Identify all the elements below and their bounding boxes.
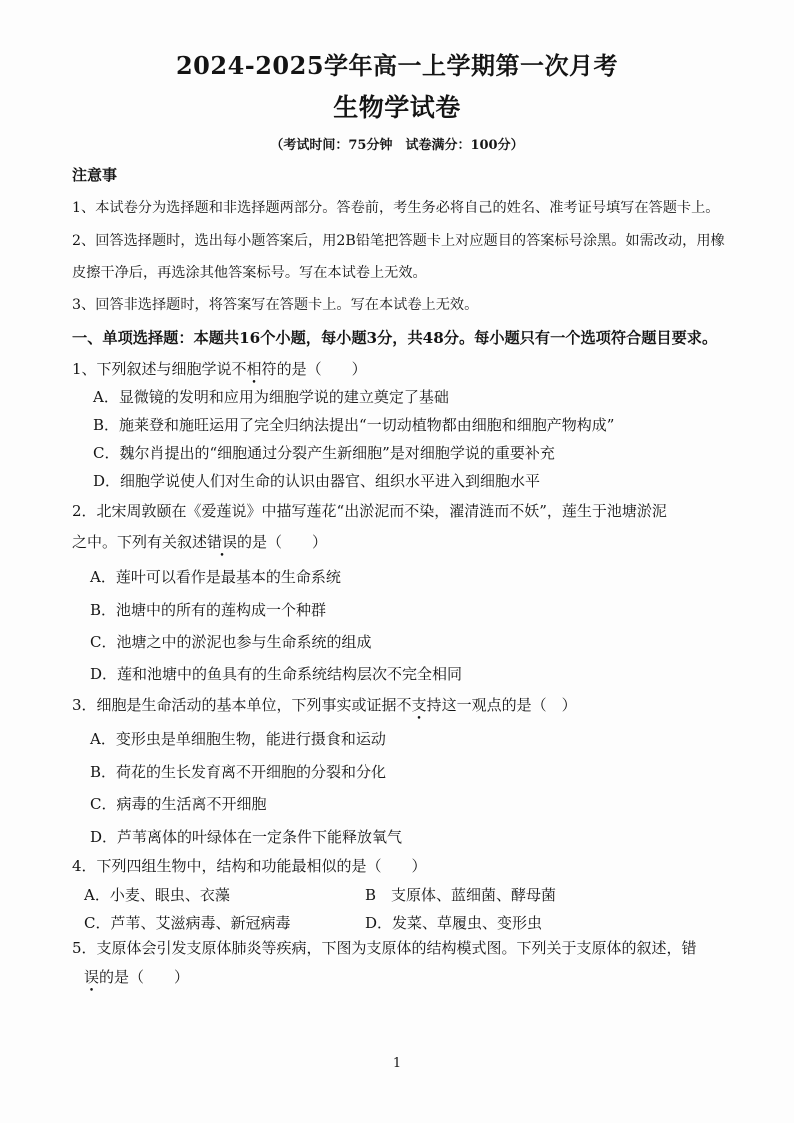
question-3-stem: [72, 694, 577, 715]
notice-heading: 注意事: [72, 166, 118, 184]
question-1-option-d: D．细胞学说使人们对生命的认识由器官、组织水平进入到细胞水平: [93, 472, 541, 490]
question-1-option-b: B．施莱登和施旺运用了完全归纳法提出“一切动植物都由细胞和细胞产物构成”: [93, 416, 615, 434]
question-2-stem-start: 之中。下列有关叙述: [72, 533, 208, 551]
question-5-stem-line-1: 5．支原体会引发支原体肺炎等疾病，下图为支原体的结构模式图。下列关于支原体的叙述，错: [72, 939, 697, 957]
question-4-option-a: A．小麦、眼虫、衣藻: [84, 886, 230, 904]
notice-item-2-line-2: 皮擦干净后，再选涂其他答案标号。写在本试卷上无效。: [72, 265, 427, 281]
question-3-stem-start: 3．细胞是生命活动的基本单位，下列事实或证据: [72, 696, 397, 714]
notice-item-2-line-1: 2、回答选择题时，选出每小题答案后，用2B铅笔把答题卡上对应题目的答案标号涂黑。如需改动，用橡: [72, 233, 725, 249]
question-2-stem-line-2: [72, 531, 327, 552]
question-5-emphasis: 误: [84, 968, 100, 986]
question-4-stem: 4．下列四组生物中，结构和功能最相似的是（ ）: [72, 857, 427, 875]
question-2-stem-line-1: 2．北宋周敦颐在《爱莲说》中描写莲花“出淤泥而不染，濯清涟而不妖”，莲生于池塘淤泥: [72, 502, 667, 520]
question-1-stem-end: 的是（ ）: [276, 360, 367, 378]
notice-item-3: 3、回答非选择题时，将答案写在答题卡上。写在本试卷上无效。: [72, 297, 479, 313]
section-1-heading: 一、单项选择题：本题共16个小题，每小题3分，共48分。每小题只有一个选项符合题目要求。: [72, 329, 718, 347]
exam-info: （考试时间：75分钟 试卷满分：100分）: [270, 138, 524, 153]
question-3-option-d: D．芦苇离体的叶绿体在一定条件下能释放氧气: [90, 828, 403, 846]
question-5-stem-end: 的是（ ）: [99, 968, 190, 986]
question-4-option-d: D．发菜、草履虫、变形虫: [365, 914, 543, 932]
question-3-option-a: A．变形虫是单细胞生物，能进行摄食和运动: [90, 730, 386, 748]
question-2-stem-end: 的是（ ）: [237, 533, 328, 551]
question-4-option-b: B 支原体、蓝细菌、酵母菌: [365, 886, 557, 904]
question-1-stem: [72, 358, 367, 379]
question-1-emphasis: 不相符: [231, 360, 277, 378]
question-2-option-a: A．莲叶可以看作是最基本的生命系统: [90, 568, 341, 586]
page-number: 1: [392, 1056, 402, 1071]
question-3-emphasis: 不支持: [396, 696, 442, 714]
question-1-option-a: A．显微镜的发明和应用为细胞学说的建立奠定了基础: [93, 388, 449, 406]
question-5-stem-line-2: [84, 966, 189, 987]
question-3-option-b: B．荷花的生长发育离不开细胞的分裂和分化: [90, 763, 387, 781]
question-2-emphasis: 错误: [207, 533, 238, 551]
question-2-option-b: B．池塘中的所有的莲构成一个种群: [90, 601, 327, 619]
question-1-stem-start: 1、下列叙述与细胞学说: [72, 360, 232, 378]
question-4-option-c: C．芦苇、艾滋病毒、新冠病毒: [84, 914, 291, 932]
exam-subtitle: 生物学试卷: [333, 93, 461, 122]
question-2-option-d: D．莲和池塘中的鱼具有的生命系统结构层次不完全相同: [90, 665, 463, 683]
question-3-option-c: C．病毒的生活离不开细胞: [90, 795, 267, 813]
question-2-option-c: C．池塘之中的淤泥也参与生命系统的组成: [90, 633, 372, 651]
notice-item-1: 1、本试卷分为选择题和非选择题两部分。答卷前，考生务必将自己的姓名、准考证号填写在答题卡上。: [72, 200, 720, 216]
question-1-option-c: C．魏尔肖提出的“细胞通过分裂产生新细胞”是对细胞学说的重要补充: [93, 444, 555, 462]
question-3-stem-end: 这一观点的是（ ）: [441, 696, 577, 714]
exam-title: 2024-2025学年高一上学期第一次月考: [175, 51, 619, 80]
